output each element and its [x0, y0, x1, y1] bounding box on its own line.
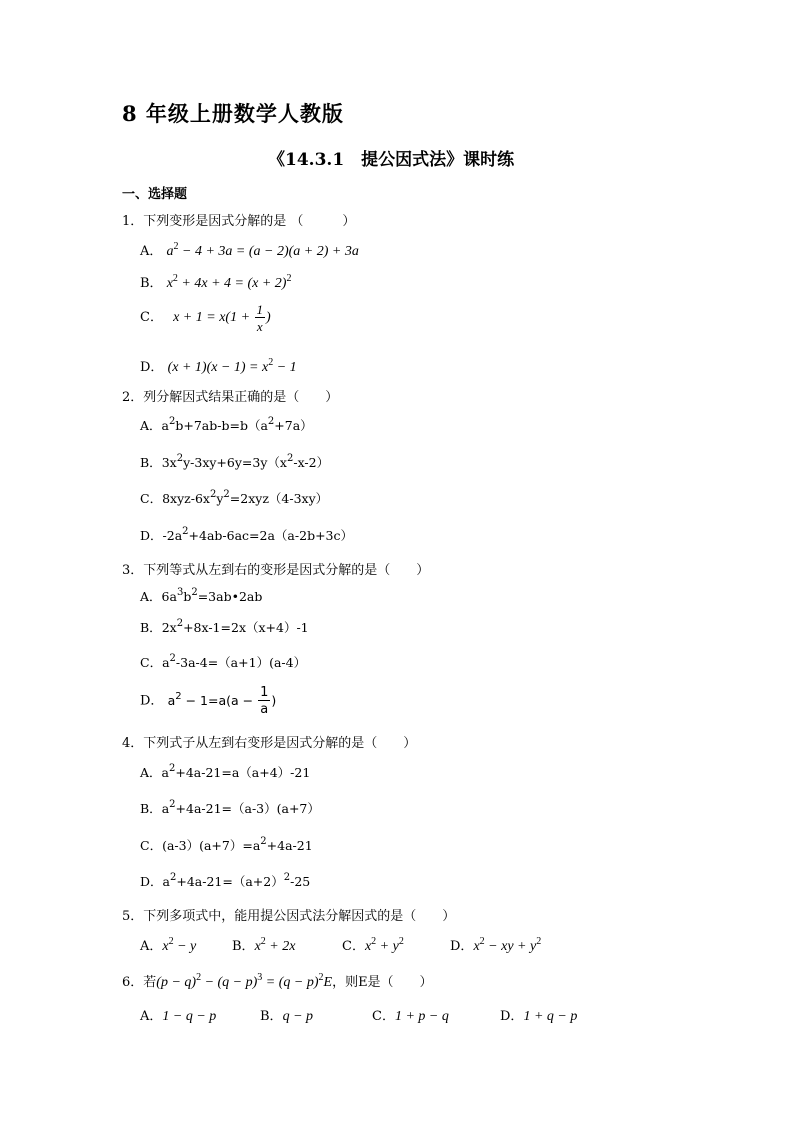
superscript: 2 — [182, 526, 189, 537]
math-text: − (q − p) — [201, 975, 258, 990]
question-4-option-a[interactable] — [140, 763, 310, 781]
superscript: 2 — [536, 936, 542, 947]
question-6-option-b[interactable] — [260, 1005, 313, 1025]
option-label: B． — [260, 1009, 283, 1024]
math-text: 1 + q − p — [523, 1009, 578, 1024]
fraction — [258, 686, 270, 716]
math-text: − 4 + 3a = (a − 2)(a + 2) + 3a — [178, 244, 359, 259]
fraction-numerator: 1 — [260, 685, 269, 700]
superscript: 2 — [318, 972, 324, 983]
question-2-option-a[interactable] — [140, 416, 313, 434]
math-text: (a-3）(a+7）=a — [162, 838, 261, 853]
question-5-option-a[interactable] — [140, 935, 196, 955]
question-2-option-c[interactable] — [140, 489, 328, 507]
superscript: 2 — [209, 489, 217, 500]
superscript: 2 — [169, 872, 177, 883]
superscript: 2 — [168, 416, 176, 427]
superscript: 2 — [168, 763, 176, 774]
question-3-option-a[interactable] — [140, 587, 262, 605]
question-4-option-b[interactable] — [140, 799, 320, 817]
option-label: C． — [342, 939, 365, 954]
question-5-option-d[interactable] — [450, 935, 541, 955]
math-text: = (q − p) — [262, 975, 319, 990]
math-text: -2a — [162, 528, 183, 543]
superscript: 2 — [173, 241, 179, 252]
math-text: + 4x + 4 = (x + 2) — [177, 276, 287, 291]
math-text: b+7ab-b=b（a — [175, 418, 268, 433]
superscript: 2 — [268, 357, 274, 368]
option-label: D． — [450, 939, 474, 954]
fraction-denominator: a — [260, 702, 269, 717]
option-label: D． — [140, 528, 163, 543]
question-1-option-b[interactable] — [140, 272, 291, 292]
math-text: +4a-21 — [266, 838, 313, 853]
math-text: 8xyz-6x — [162, 491, 210, 506]
superscript: 2 — [223, 489, 230, 500]
math-text: a — [166, 244, 174, 259]
math-text: (x + 1)(x − 1) = x — [167, 360, 269, 375]
math-text: a — [161, 801, 170, 816]
option-label: B． — [140, 455, 162, 470]
math-text: ) — [266, 310, 271, 326]
math-text: +4a-21=a（a+4）-21 — [175, 765, 311, 780]
math-text: a — [161, 418, 169, 433]
superscript: 2 — [176, 618, 184, 629]
question-1-stem: 1．下列变形是因式分解的是 （ ） — [122, 214, 356, 229]
question-2-option-b[interactable] — [140, 453, 329, 471]
page-title: 8 年级上册数学人教版 — [122, 101, 344, 126]
option-label: A． — [140, 939, 163, 954]
math-text: (p − q) — [156, 975, 197, 990]
superscript: 2 — [283, 872, 291, 883]
option-label: D． — [140, 360, 164, 375]
math-text: a — [162, 655, 170, 670]
math-text: =2xyz（4-3xy） — [229, 491, 329, 506]
question-2-stem: 2．列分解因式结果正确的是（ ） — [122, 390, 339, 405]
fraction-numerator: 1 — [256, 302, 264, 317]
question-2-option-d[interactable] — [140, 526, 353, 544]
math-text: − xy + y — [484, 939, 537, 954]
math-text: a — [162, 874, 170, 889]
math-text: y-3xy+6y=3y（x — [183, 455, 287, 470]
superscript: 2 — [286, 273, 292, 284]
question-3-option-b[interactable] — [140, 618, 309, 636]
math-text: 1 − q − p — [162, 1009, 217, 1024]
math-text: 1 + p − q — [394, 1009, 449, 1024]
math-text: − 1=a(a − — [181, 692, 258, 708]
math-text: a — [167, 692, 176, 708]
question-6-option-d[interactable] — [500, 1005, 577, 1025]
stem-text: ，则E是（ ） — [332, 975, 433, 990]
math-text: +7a） — [274, 418, 313, 433]
math-text: E — [323, 975, 333, 990]
question-3-stem: 3．下列等式从左到右的变形是因式分解的是（ ） — [122, 563, 430, 578]
option-label: A． — [140, 244, 163, 259]
superscript: 2 — [398, 936, 404, 947]
math-text: b — [183, 589, 192, 604]
superscript: 2 — [371, 936, 377, 947]
lesson-subtitle: 《14.3.1 提公因式法》课时练 — [268, 150, 515, 170]
superscript: 2 — [168, 936, 174, 947]
math-text: x — [162, 939, 169, 954]
fraction — [255, 303, 266, 333]
question-6-option-a[interactable] — [140, 1005, 216, 1025]
option-label: D． — [500, 1009, 524, 1024]
superscript: 2 — [267, 416, 275, 427]
math-text: + 2x — [265, 939, 296, 954]
superscript: 3 — [257, 972, 263, 983]
section-heading: 一、选择题 — [122, 187, 188, 202]
option-label: A． — [140, 589, 162, 604]
superscript: 3 — [176, 587, 184, 598]
math-text: x — [254, 939, 261, 954]
question-5-stem: 5．下列多项式中，能用提公因式法分解因式的是（ ） — [122, 909, 456, 924]
superscript: 2 — [260, 836, 267, 847]
question-3-option-c[interactable] — [140, 653, 306, 671]
question-4-option-c[interactable] — [140, 836, 313, 854]
option-label: B． — [140, 276, 163, 291]
option-label: A． — [140, 765, 162, 780]
math-text: 6a — [161, 589, 177, 604]
option-label: B． — [140, 620, 162, 635]
math-text: x — [166, 276, 173, 291]
option-label: C． — [372, 1009, 395, 1024]
question-1-option-c[interactable] — [140, 303, 271, 333]
option-label: A． — [140, 1009, 163, 1024]
math-text: +4a-21=（a-3）(a+7） — [175, 801, 320, 816]
math-text: =3ab•2ab — [197, 589, 263, 604]
math-text: − y — [173, 939, 197, 954]
fraction-denominator: x — [256, 319, 263, 334]
math-text: +4ab-6ac=2a（a-2b+3c） — [188, 528, 353, 543]
question-5-option-b[interactable] — [232, 935, 295, 955]
superscript: 2 — [169, 653, 176, 664]
option-label: B． — [232, 939, 255, 954]
math-text: + y — [376, 939, 399, 954]
option-label: D． — [140, 693, 164, 709]
math-text: 3x — [161, 455, 177, 470]
question-5-option-c[interactable] — [342, 935, 404, 955]
superscript: 2 — [479, 936, 485, 947]
math-text: -x-2） — [293, 455, 330, 470]
question-3-option-d[interactable] — [140, 686, 276, 716]
superscript: 2 — [169, 799, 176, 810]
option-label: C． — [140, 491, 163, 506]
superscript: 2 — [196, 972, 202, 983]
stem-text: 6．若 — [122, 975, 157, 990]
math-text: 2x — [161, 620, 177, 635]
math-text: +8x-1=2x（x+4）-1 — [183, 620, 309, 635]
question-6-option-c[interactable] — [372, 1005, 449, 1025]
question-4-option-d[interactable] — [140, 872, 310, 890]
math-text: a — [161, 765, 169, 780]
superscript: 2 — [286, 453, 294, 464]
superscript: 2 — [176, 453, 184, 464]
superscript: 2 — [191, 587, 198, 598]
question-6-stem — [122, 971, 433, 991]
math-text: − 1 — [273, 360, 297, 375]
math-text: x — [364, 939, 372, 954]
math-text: ) — [271, 692, 277, 708]
math-text: +4a-21=（a+2） — [176, 874, 284, 889]
math-text: x + 1 = x(1 + — [173, 310, 254, 326]
math-text: y — [216, 491, 224, 506]
math-text: -25 — [290, 874, 311, 889]
math-text: q − p — [282, 1009, 314, 1024]
option-label: C． — [140, 838, 163, 853]
question-1-option-a[interactable] — [140, 240, 359, 260]
superscript: 2 — [172, 273, 178, 284]
question-4-stem: 4．下列式子从左到右变形是因式分解的是（ ） — [122, 736, 417, 751]
option-label: A． — [140, 418, 162, 433]
option-label: C． — [140, 655, 163, 670]
option-label: B． — [140, 801, 162, 816]
math-text: x — [473, 939, 480, 954]
option-label: D． — [140, 874, 163, 889]
question-1-option-d[interactable] — [140, 356, 297, 376]
superscript: 2 — [260, 936, 266, 947]
math-text: -3a-4=（a+1）(a-4） — [175, 655, 307, 670]
superscript: 2 — [175, 690, 182, 702]
option-label: C． — [140, 310, 163, 326]
